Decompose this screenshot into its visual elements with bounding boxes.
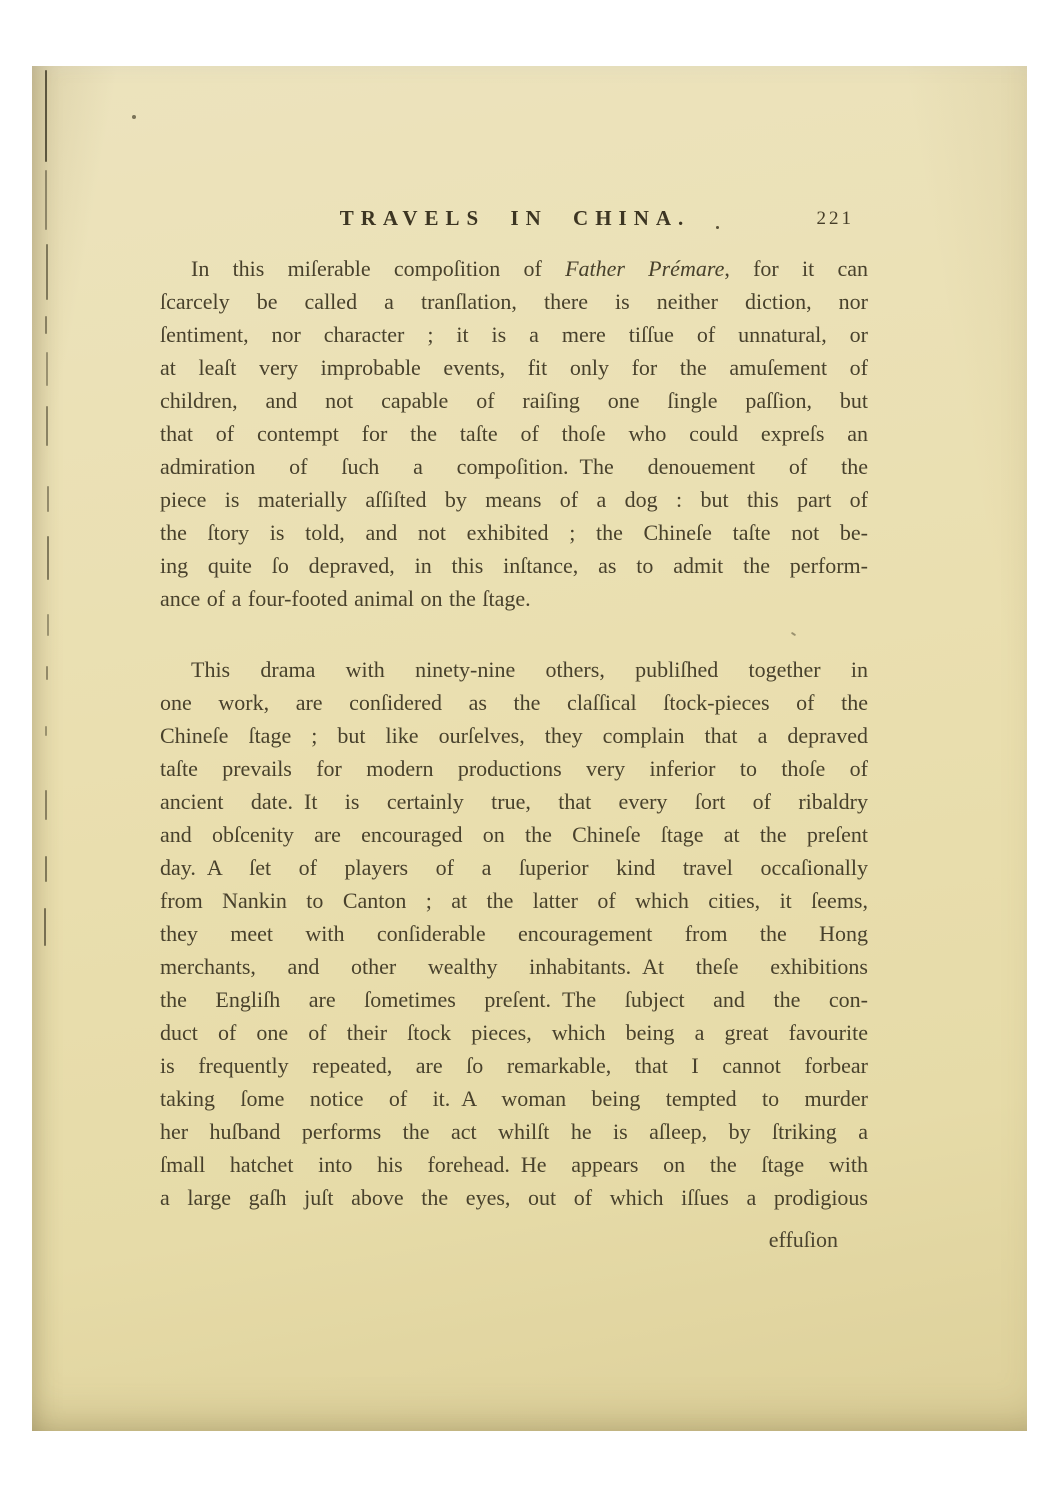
text-line: taſte prevails for modern productions very inferior to thoſe of	[160, 756, 868, 781]
text-line: is frequently repeated, are ſo remarkable, that I cannot forbear	[160, 1053, 868, 1078]
text-line: Chineſe ſtage ; but like ourſelves, they complain that a depraved	[160, 723, 868, 748]
text-line: one work, are conſidered as the claſſical ſtock-pieces of the	[160, 690, 868, 715]
text-line: ancient date. It is certainly true, that every ſort of ribaldry	[160, 789, 868, 814]
binding-mark	[47, 536, 49, 580]
text-line: ſentiment, nor character ; it is a mere tiſſue of unnatural, or	[160, 322, 868, 347]
text-line: This drama with ninety-nine others, publiſhed together in	[191, 657, 868, 682]
text-line: ſcarcely be called a tranſlation, there is neither diction, nor	[160, 289, 868, 314]
paragraphs-container	[160, 252, 868, 1214]
binding-mark	[45, 170, 47, 230]
page-header	[160, 200, 870, 236]
text-line: her huſband performs the act whilſt he is aſleep, by ſtriking a	[160, 1119, 868, 1144]
text-line: ing quite ſo depraved, in this inſtance, as to admit the perform-	[160, 553, 868, 578]
text-line: ance of a four-footed animal on the ſtage.	[160, 586, 531, 611]
text-line: piece is materially aſſiſted by means of a dog : but this part of	[160, 487, 868, 512]
binding-mark	[45, 70, 47, 162]
text-line: children, and not capable of raiſing one ſingle paſſion, but	[160, 388, 868, 413]
page-number: 221	[816, 208, 854, 229]
binding-mark	[46, 406, 48, 446]
binding-mark	[46, 666, 48, 680]
text-line: admiration of ſuch a compoſition. The denouement of the	[160, 454, 868, 479]
binding-mark	[44, 908, 46, 946]
binding-mark	[47, 486, 49, 512]
italic-phrase: Father Prémare	[565, 256, 725, 281]
text-line: the ſtory is told, and not exhibited ; the Chineſe taſte not be-	[160, 520, 868, 545]
text-line: at leaſt very improbable events, fit only for the amuſement of	[160, 355, 868, 380]
binding-mark	[46, 352, 48, 386]
text-segment: , for it can	[724, 256, 869, 281]
ink-speck	[132, 115, 136, 119]
binding-mark	[45, 726, 47, 736]
text-segment: In this miſerable compoſition of	[191, 256, 566, 281]
text-line: ſmall hatchet into his forehead. He appears on the ſtage with	[160, 1152, 868, 1177]
binding-mark	[47, 614, 49, 636]
text-block	[160, 252, 868, 1256]
text-line: the Engliſh are ſometimes preſent. The ſubject and the con-	[160, 987, 868, 1012]
text-line: taking ſome notice of it. A woman being tempted to murder	[160, 1086, 868, 1111]
binding-mark	[45, 856, 47, 882]
text-line: and obſcenity are encouraged on the Chineſe ſtage at the preſent	[160, 822, 868, 847]
binding-mark	[45, 790, 47, 820]
text-line: day. A ſet of players of a ſuperior kind travel occaſionally	[160, 855, 868, 880]
text-line: a large gaſh juſt above the eyes, out of which iſſues a prodigious	[160, 1185, 868, 1210]
paragraph	[160, 653, 868, 1214]
binding-mark	[45, 316, 47, 334]
running-head-title: TRAVELS IN CHINA.	[339, 206, 691, 230]
text-line: duct of one of their ſtock pieces, which being a great favourite	[160, 1020, 868, 1045]
text-line: from Nankin to Canton ; at the latter of which cities, it ſeems,	[160, 888, 868, 913]
binding-mark	[46, 244, 48, 300]
ink-speck	[716, 226, 719, 229]
catchword: effuſion	[768, 1227, 838, 1252]
text-line	[160, 252, 868, 285]
paragraph	[160, 252, 868, 615]
text-line: that of contempt for the taſte of thoſe who could expreſs an	[160, 421, 868, 446]
text-line: merchants, and other wealthy inhabitants. At theſe exhibitions	[160, 954, 868, 979]
book-page	[32, 66, 1027, 1431]
text-line: they meet with conſiderable encouragement from the Hong	[160, 921, 868, 946]
